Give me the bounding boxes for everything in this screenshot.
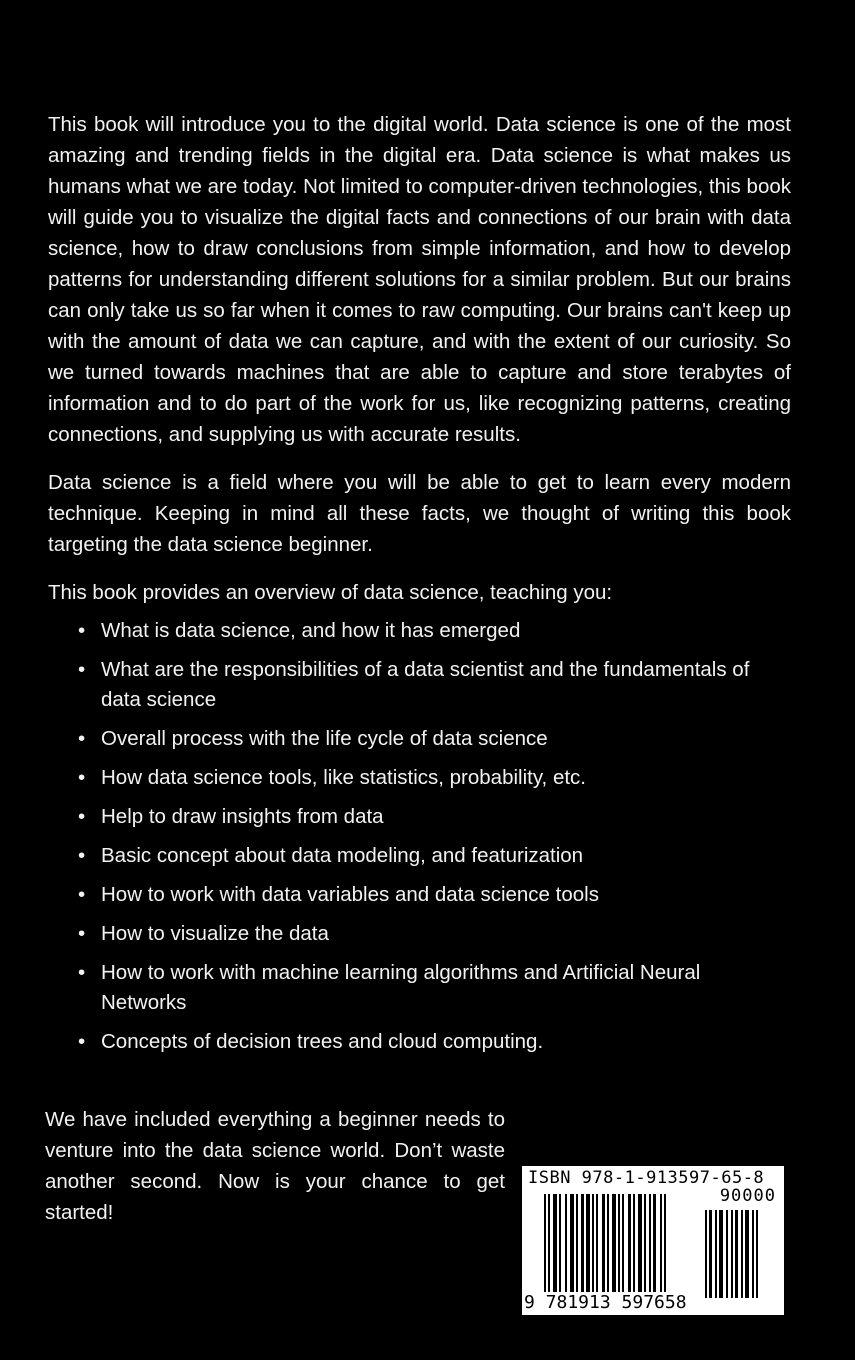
bullet-icon: • [78, 922, 86, 945]
bullet-icon: • [78, 883, 86, 906]
isbn-label: ISBN 978-1-913597-65-8 [528, 1168, 765, 1188]
description-paragraph-2: Data science is a field where you will be able to get to learn every modern technique. Keeping in mind all these facts, we thought of writing this book targeting the data science beginner. [48, 471, 791, 556]
bullet-icon: • [78, 844, 86, 867]
bullet-icon: • [78, 961, 86, 984]
description-paragraph-1: This book will introduce you to the digital world. Data science is one of the most amazing and trending fields in the digital era. Data science is what makes us humans what we are today. Not limited to computer-driven technologies, this book will guide you to visualize the digital facts and connections of our brain with data science, how to draw conclusions from simple information, and how to develop patterns for understanding different solutions for a similar problem. But our brains can only take us so far when it comes to raw computing. Our brains can't keep up with the amount of data we can capture, and with the extent of our curiosity. So we turned towards machines that are able to capture and store terabytes of information and to do part of the work for us, like recognizing patterns, creating connections, and supplying us with accurate results. [48, 113, 791, 446]
list-item: • What is data science, and how it has emerged [78, 616, 791, 646]
list-item: • What are the responsibilities of a data scientist and the fundamentals of data science [78, 655, 791, 715]
list-item: • Basic concept about data modeling, and featurization [78, 841, 791, 871]
list-item: • Overall process with the life cycle of data science [78, 724, 791, 754]
bullet-icon: • [78, 727, 86, 750]
list-item: • How to visualize the data [78, 919, 791, 949]
barcode-bars-icon [544, 1194, 692, 1304]
price-addon-label: 90000 [719, 1186, 776, 1206]
isbn-barcode [522, 1166, 784, 1315]
topics-intro: This book provides an overview of data science, teaching you: [48, 581, 613, 604]
addon-bars-icon [705, 1210, 775, 1298]
list-item: • Help to draw insights from data [78, 802, 791, 832]
list-item: • How data science tools, like statistics, probability, etc. [78, 763, 791, 793]
back-cover-content [48, 109, 791, 1066]
bullet-icon: • [78, 1030, 86, 1053]
topics-list [48, 616, 791, 1057]
list-item: • How to work with data variables and data science tools [78, 880, 791, 910]
bullet-icon: • [78, 805, 86, 828]
bullet-icon: • [78, 658, 86, 681]
closing-paragraph: We have included everything a beginner needs to venture into the data science world. Don’t waste another second. Now is your chance to get started! [45, 1108, 505, 1224]
ean-digits: 9 781913 597658 [524, 1292, 687, 1313]
list-item: • How to work with machine learning algorithms and Artificial Neural Networks [78, 958, 791, 1018]
bullet-icon: • [78, 619, 86, 642]
bullet-icon: • [78, 766, 86, 789]
list-item: • Concepts of decision trees and cloud computing. [78, 1027, 791, 1057]
